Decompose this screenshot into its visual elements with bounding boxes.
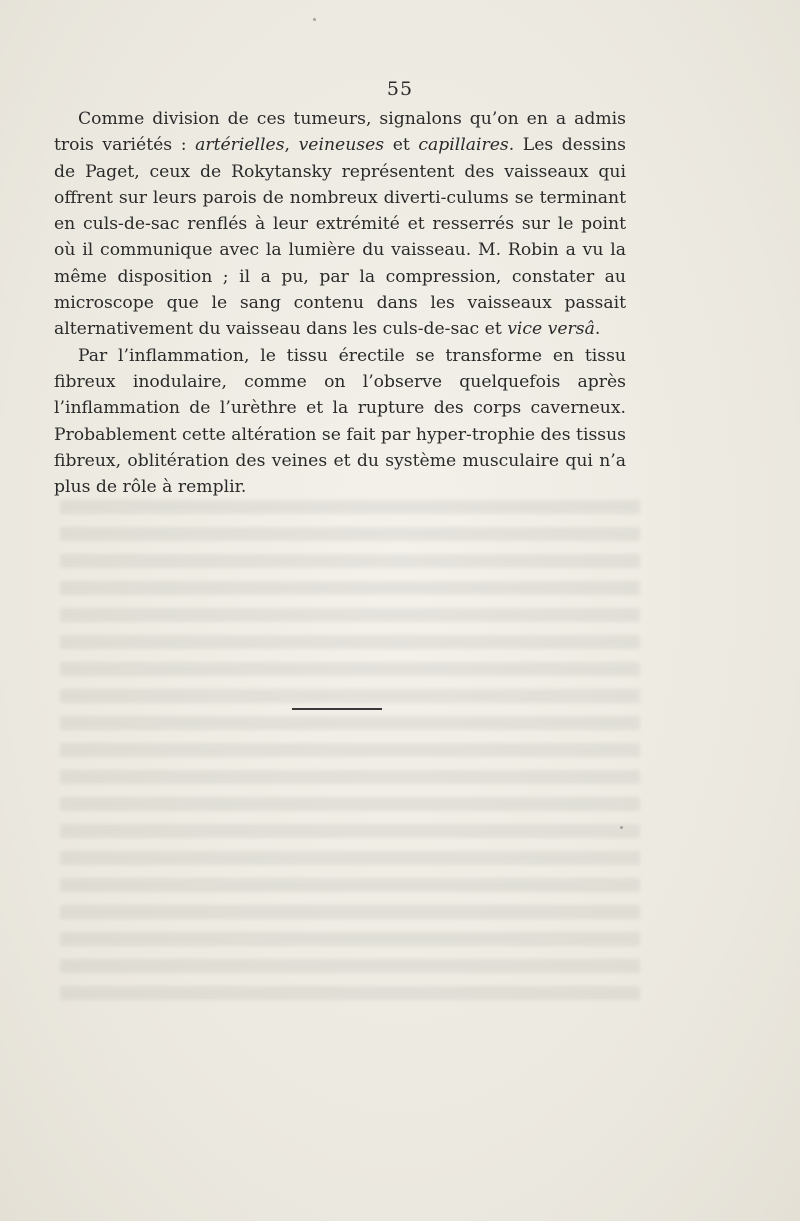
- text-run: et: [384, 135, 419, 156]
- page-number: 55: [386, 78, 414, 100]
- italic-term: artérielles: [195, 135, 285, 156]
- text-run: ,: [284, 135, 299, 156]
- italic-term: veineuses: [298, 135, 385, 156]
- bleed-through-texture: [60, 500, 640, 1000]
- text-run: Par l’inflammation, le tissu érectile se transforme en tissu fibreux inodulaire, comme on l’observe quelquefois après l’inflammation de l’urèthre et la rupture des corps caverneux. Probablement cette altération se fait par hyper-trophie des tissus fibreux, oblitération des veines et du système musculaire qui n’a plus de rôle à remplir.: [54, 345, 626, 498]
- text-run: .: [594, 319, 601, 340]
- body-text: [54, 106, 626, 500]
- text-run: . Les dessins de Paget, ceux de Rokytansky représentent des vaisseaux qui offrent sur leurs parois de nombreux diverti-culums se terminant en culs-de-sac renflés à leur extrémité et resserrés sur le point où il communique avec la lumière du vaisseau. M. Robin a vu la même disposition ; il a pu, par la compression, constater au microscope que le sang contenu dans les vaisseaux passait alternativement du vaisseau dans les culs-de-sac et: [54, 135, 626, 340]
- paragraph: [54, 106, 626, 343]
- paper-speck: [620, 826, 623, 829]
- paper-speck: [313, 18, 316, 21]
- text-run: Comme division de ces tumeurs, signalons qu’on en a admis trois variétés :: [54, 109, 626, 156]
- italic-term: capillaires: [418, 135, 509, 156]
- paragraph: [54, 343, 626, 501]
- section-divider: [292, 708, 382, 710]
- italic-term: vice versâ: [507, 319, 595, 340]
